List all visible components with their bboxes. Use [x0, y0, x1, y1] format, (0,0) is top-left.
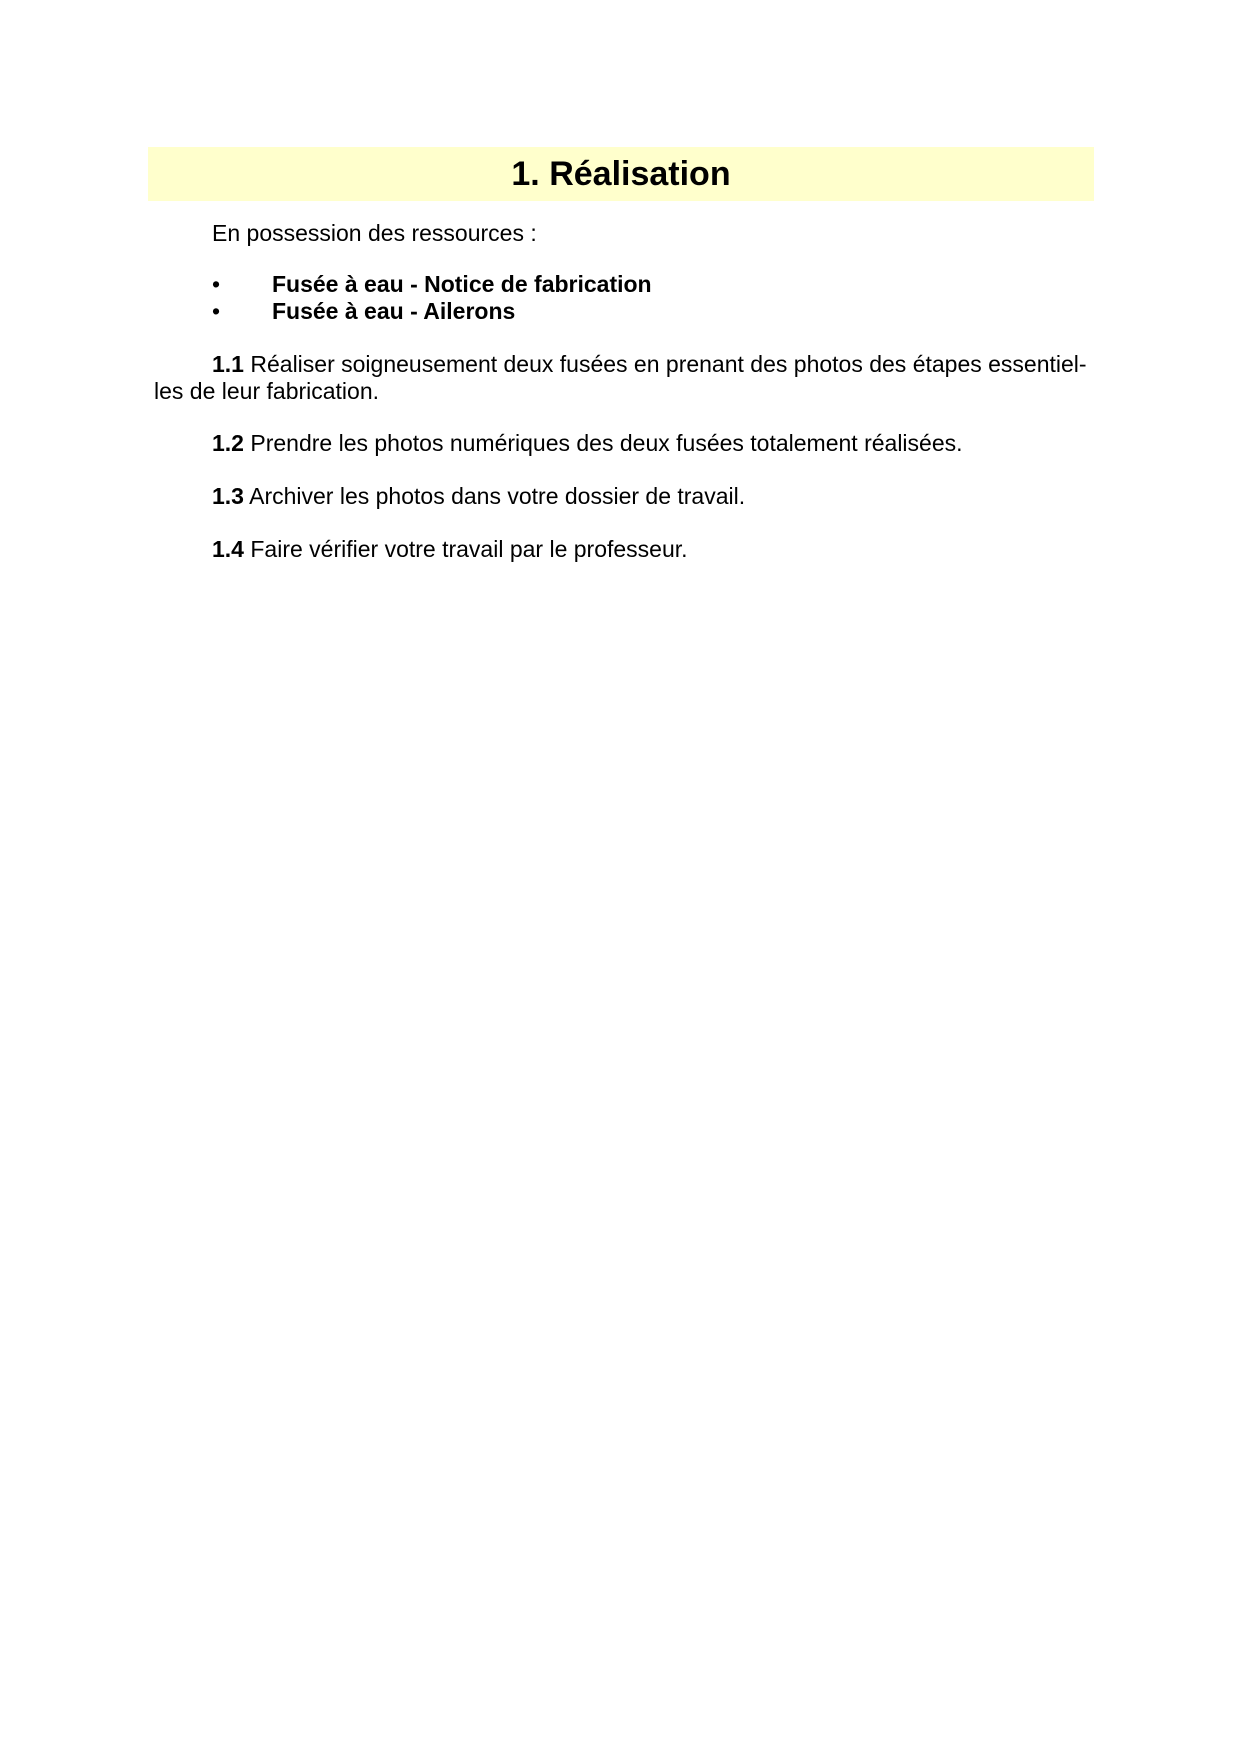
section-title: 1. Réalisation [511, 155, 731, 193]
resource-list [154, 271, 1090, 325]
list-item [154, 271, 1090, 298]
step-text: Prendre les photos numériques des deux fusées totalement réalisées. [243, 430, 963, 456]
bullet-icon: • [212, 271, 221, 297]
step-1-1 [154, 351, 1090, 405]
step-number: 1.2 [212, 430, 244, 456]
step-text: Réaliser soigneusement deux fusées en prenant des photos des étapes essentiel-les de leur fabrication. [154, 351, 1087, 404]
step-text: Archiver les photos dans votre dossier de travail. [243, 483, 746, 509]
step-1-2 [154, 430, 1090, 457]
step-1-4 [154, 536, 1090, 563]
step-number: 1.3 [212, 483, 244, 509]
bullet-icon: • [212, 298, 221, 324]
intro-text: En possession des ressources : [212, 220, 537, 246]
resource-label: Fusée à eau - Notice de fabrication [272, 271, 652, 297]
section-title-band [148, 147, 1094, 201]
step-number: 1.1 [212, 351, 244, 377]
resource-label: Fusée à eau - Ailerons [272, 298, 516, 324]
step-1-3 [154, 483, 1090, 510]
list-item [154, 298, 1090, 325]
step-number: 1.4 [212, 536, 244, 562]
step-text: Faire vérifier votre travail par le professeur. [243, 536, 688, 562]
